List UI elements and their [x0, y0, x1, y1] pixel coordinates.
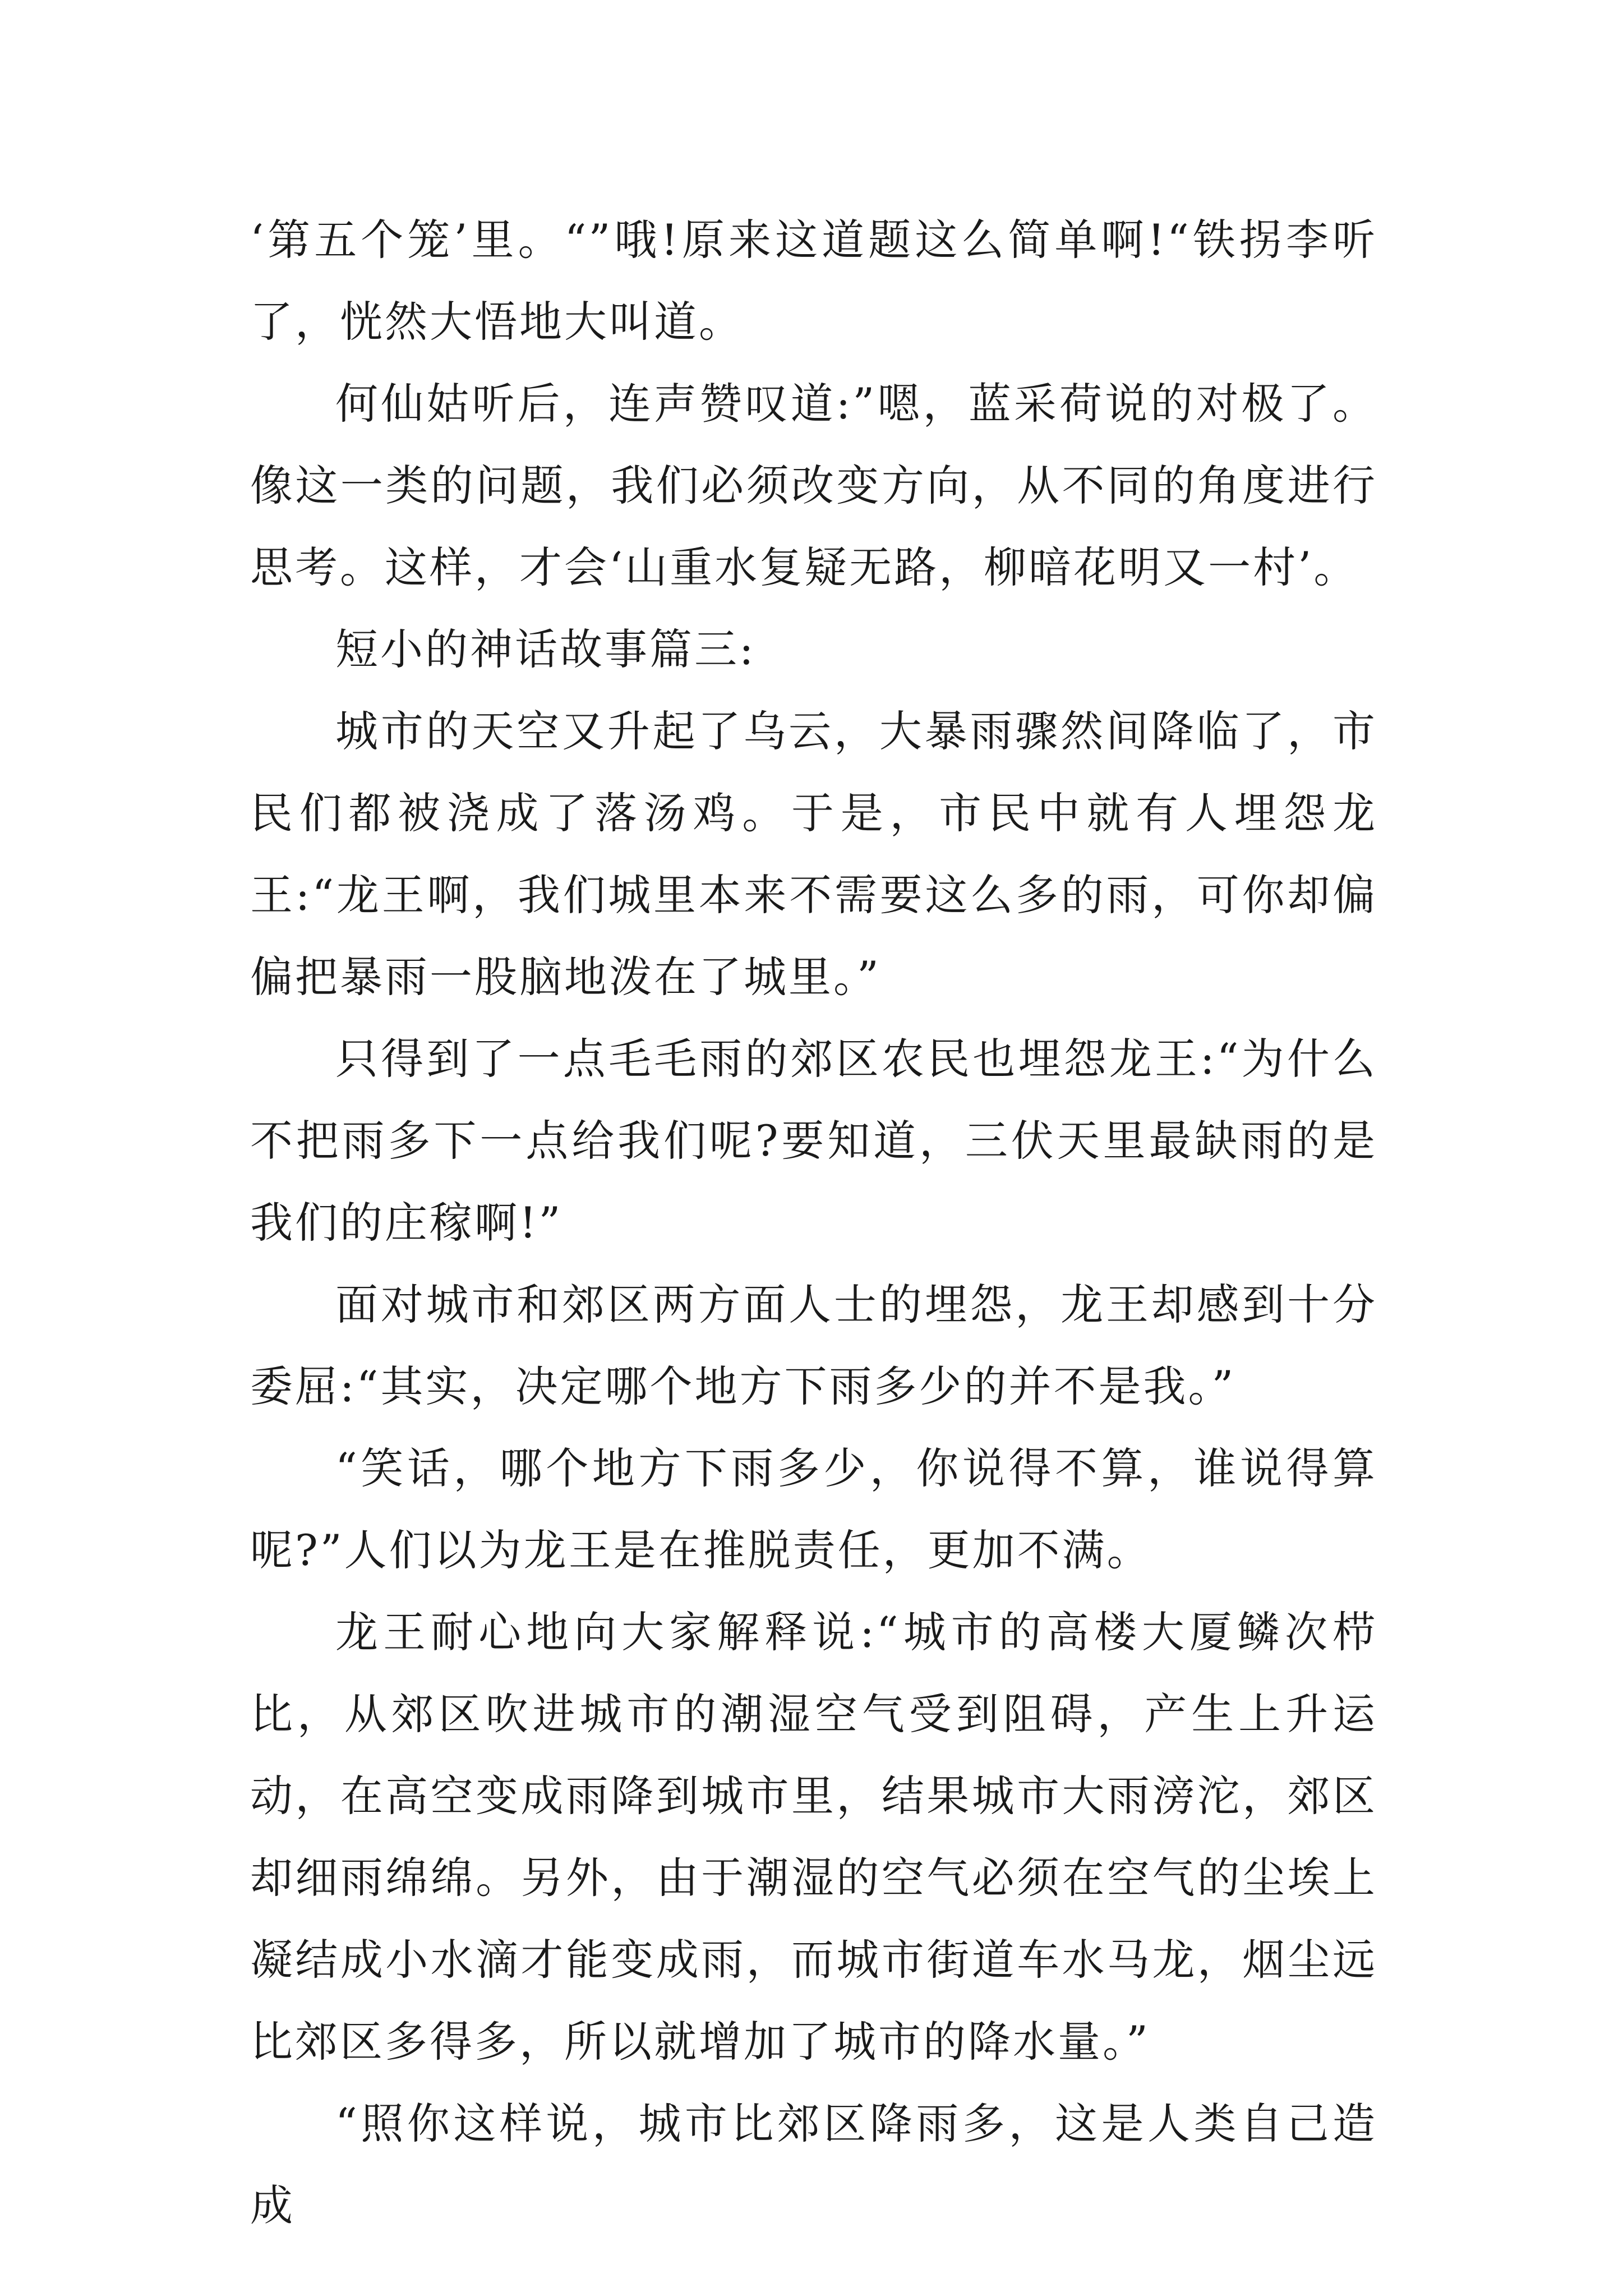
paragraph-2: 何仙姑听后，连声赞叹道:”嗯，蓝采荷说的对极了。像这一类的问题，我们必须改变方向，从不同的角度进行思考。这样，才会‘山重水复疑无路，柳暗花明又一村’。 [250, 379, 1377, 592]
section-heading: 短小的神话故事篇三: [335, 624, 756, 674]
paragraph-3: 城市的天空又升起了乌云，大暴雨骤然间降临了，市民们都被浇成了落汤鸡。于是，市民中就有人埋怨龙王:“龙王啊，我们城里本来不需要这么多的雨，可你却偏偏把暴雨一股脑地泼在了城里。” [250, 706, 1377, 1002]
paragraph-5: 面对城市和郊区两方面人士的埋怨，龙王却感到十分委屈:“其实，决定哪个地方下雨多少的并不是我。” [250, 1280, 1377, 1411]
paragraph-6: “笑话，哪个地方下雨多少，你说得不算，谁说得算呢?”人们以为龙王是在推脱责任，更加不满。 [250, 1443, 1377, 1575]
document-body [250, 199, 1377, 2247]
paragraph-1: ‘第五个笼’里。“”哦!原来这道题这么简单啊!“铁拐李听了，恍然大悟地大叫道。 [250, 215, 1377, 347]
paragraph-7: 龙王耐心地向大家解释说:“城市的高楼大厦鳞次栉比，从郊区吹进城市的潮湿空气受到阻碍，产生上升运动，在高空变成雨降到城市里，结果城市大雨滂沱，郊区却细雨绵绵。另外，由于潮湿的空气必须在空气的尘埃上凝结成小水滴才能变成雨，而城市街道车水马龙，烟尘远比郊区多得多，所以就增加了城市的降水量。” [250, 1607, 1377, 2067]
paragraph-8: “照你这样说，城市比郊区降雨多，这是人类自己造成 [250, 2099, 1377, 2230]
paragraph-4: 只得到了一点毛毛雨的郊区农民也埋怨龙王:“为什么不把雨多下一点给我们呢?要知道，三伏天里最缺雨的是我们的庄稼啊!” [250, 1034, 1377, 1248]
